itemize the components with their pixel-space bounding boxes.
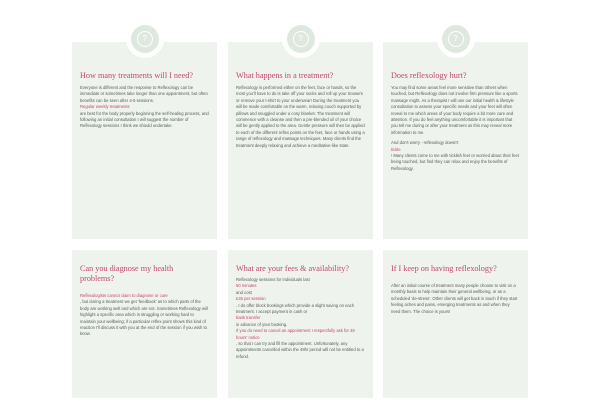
- card-text: are best for the body properly beginning the self-healing process, and following an initial consultation I will suggest the number of Reflexology sessions I think we should undertake.: [80, 110, 209, 129]
- card-text: and cost: [236, 289, 252, 295]
- card-text: Reflexology is performed either on the feet, face or hands, so the most you'll have to do is take off your socks and roll up your trousers or remove your t-shirt to your underwear! During the treatment you will be made comfortable on the warm, relaxing couch supported by pillows and snuggled under a cosy blanket. The treatment will commence with a cleanse and then a pre-blended oil of your choice will be gently applied to the area. Gentle pressure will then be applied to each of the different reflex points on the feet, face or hands using a range of reflexology and massage techniques. Many clients find the treatment deeply relaxing and achieve a meditative-like state.: [236, 85, 365, 148]
- card-text: , but during a treatment we get 'feedback' as to which parts of the body are working well and which are not. Sometimes Reflexology will highlight a specific area which is struggling or working hard to maintain your wellbeing; if a particular reflex point shows this kind of reaction I'll discuss it with you at the end of the session if you wish to know.: [80, 299, 208, 337]
- card-text: You may find some areas feel more sensitive than others when touched, but Reflexology does not involve firm pressure like a sports massage might. As a therapist I will use our initial health & lifestyle consultation to assess your specific needs and your feet will often reveal to me which areas of your body require a bit more care and attention. If you do feel anything uncomfortable it is important that you tell me during or after your treatment as this may reveal more information to me.: [391, 85, 518, 135]
- card-text: After an initial course of treatment many people choose to visit on a monthly basis to help maintain their general wellbeing, or as a scheduled 'de-stress'. Other clients will get back in touch if they start feeling aches and pains, emerging treatments as and when they need them. The choice is yours!: [391, 283, 518, 314]
- card-title: What are your fees & availability?: [236, 264, 349, 273]
- card-text: . I do offer block bookings which provide a slight saving on each treatment. I accept payment in cash or: [236, 302, 355, 315]
- faq-card-diagnose: [72, 250, 217, 398]
- faq-card-treatments: [72, 34, 217, 239]
- question-icon: ?: [448, 31, 464, 47]
- question-badge: [126, 20, 164, 58]
- card-text: Everyone is different and the response to Reflexology can be immediate or sometimes take longer than one appointment, but often benefits can be seen after 4-5 sessions.: [80, 85, 208, 103]
- faq-card-what-happens: [228, 34, 373, 239]
- card-text: in advance of your booking.: [236, 321, 288, 327]
- card-highlight: Regular weekly treatments: [80, 104, 130, 110]
- card-highlight: Reflexologists cannot claim to diagnose or cure: [80, 293, 168, 298]
- card-title: What happens in a treatment?: [236, 71, 334, 80]
- question-icon: ?: [293, 31, 309, 47]
- card-highlight: 50 minutes: [236, 283, 257, 289]
- card-title: If I keep on having reflexology?: [391, 264, 497, 273]
- card-text: Reflexology sessions for individuals last: [236, 277, 310, 282]
- card-title: How many treatments will I need?: [80, 71, 193, 80]
- question-badge: [437, 20, 475, 58]
- card-title: Does reflexology hurt?: [391, 71, 467, 80]
- faq-card-fees: [228, 250, 373, 398]
- question-icon: ?: [137, 31, 153, 47]
- question-badge: [282, 20, 320, 58]
- card-title: Can you diagnose my health problems?: [80, 264, 174, 283]
- faq-card-keep-having: [383, 250, 528, 398]
- card-text: ! Many clients come to me with ticklish feet or worried about their feet being touched, but find they can relax and enjoy the benefits of Reflexology.: [391, 153, 520, 171]
- card-text: And don't worry - reflexology doesn't: [391, 140, 459, 146]
- card-text: , so that I can try and fill the appointment. Unfortunately, any appointments cancelled within the 48hr period will not be entitled to a refund.: [236, 341, 364, 359]
- card-highlight: tickle: [391, 146, 401, 152]
- card-highlight: bank transfer: [236, 315, 261, 321]
- card-highlight: £45 per session: [236, 296, 266, 302]
- faq-card-hurt: [383, 34, 528, 239]
- card-highlight: If you do need to cancel an appointment I respectfully ask for 48 hours' notice: [236, 328, 355, 340]
